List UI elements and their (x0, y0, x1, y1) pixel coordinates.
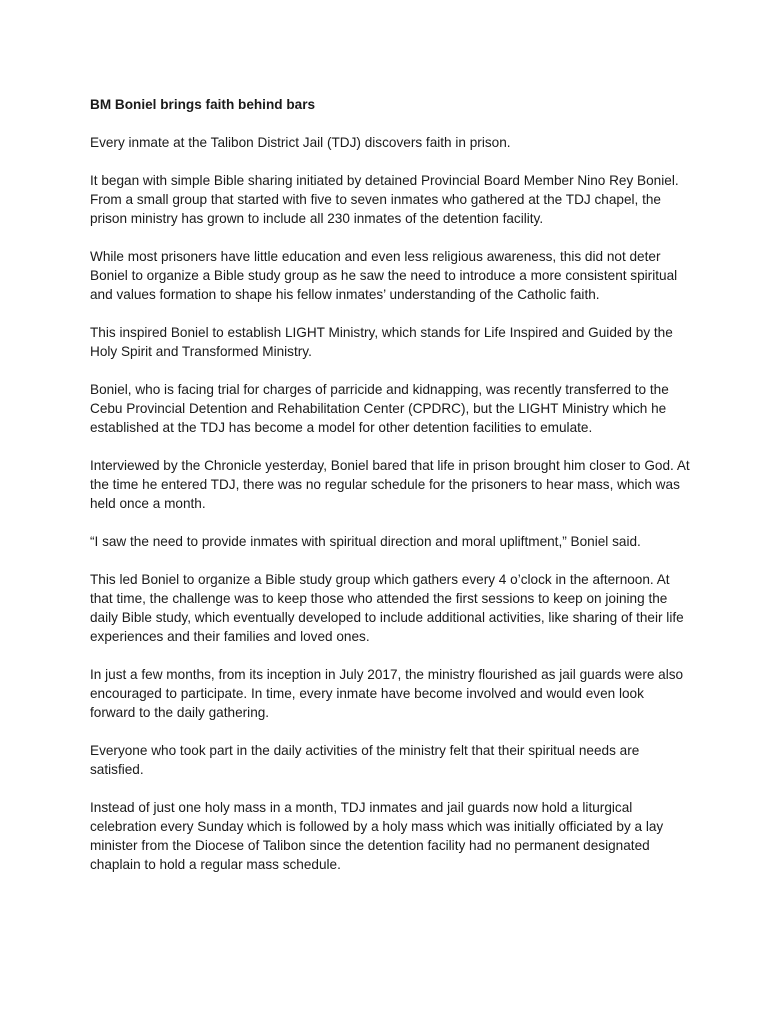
paragraph-1: Every inmate at the Talibon District Jail (TDJ) discovers faith in prison. (90, 135, 511, 150)
paragraph-9: In just a few months, from its inception in July 2017, the ministry flourished as jail guards were also encouraged to participate. In time, every inmate have become involved and would even look forward to the daily gathering. (90, 667, 684, 720)
paragraph-8: This led Boniel to organize a Bible study group which gathers every 4 o’clock in the afternoon. At that time, the challenge was to keep those who attended the first sessions to keep on joining the daily Bible study, which eventually developed to include additional activities, like sharing of their life experiences and their families and loved ones. (90, 572, 684, 644)
paragraph-3: While most prisoners have little education and even less religious awareness, this did not deter Boniel to organize a Bible study group as he saw the need to introduce a more consistent spiritual and values formation to shape his fellow inmates’ understanding of the Catholic faith. (90, 249, 678, 302)
paragraph-11: Instead of just one holy mass in a month, TDJ inmates and jail guards now hold a liturgical celebration every Sunday which is followed by a holy mass which was initially officiated by a lay minister from the Diocese of Talibon since the detention facility had no permanent designated chaplain to hold a regular mass schedule. (90, 800, 664, 872)
paragraph-6: Interviewed by the Chronicle yesterday, Boniel bared that life in prison brought him closer to God. At the time he entered TDJ, there was no regular schedule for the prisoners to hear mass, which was held once a month. (90, 458, 690, 511)
paragraph-10: Everyone who took part in the daily activities of the ministry felt that their spiritual needs are satisfied. (90, 743, 640, 777)
paragraph-2: It began with simple Bible sharing initiated by detained Provincial Board Member Nino Rey Boniel. From a small group that started with five to seven inmates who gathered at the TDJ chapel, the prison ministry has grown to include all 230 inmates of the detention facility. (90, 173, 679, 226)
paragraph-5: Boniel, who is facing trial for charges of parricide and kidnapping, was recently transferred to the Cebu Provincial Detention and Rehabilitation Center (CPDRC), but the LIGHT Ministry which he established at the TDJ has become a model for other detention facilities to emulate. (90, 382, 669, 435)
paragraph-7: “I saw the need to provide inmates with spiritual direction and moral upliftment,” Boniel said. (90, 534, 641, 549)
article-title: BM Boniel brings faith behind bars (90, 97, 316, 112)
paragraph-4: This inspired Boniel to establish LIGHT Ministry, which stands for Life Inspired and Guided by the Holy Spirit and Transformed Ministry. (90, 325, 673, 359)
document-page (90, 95, 690, 893)
